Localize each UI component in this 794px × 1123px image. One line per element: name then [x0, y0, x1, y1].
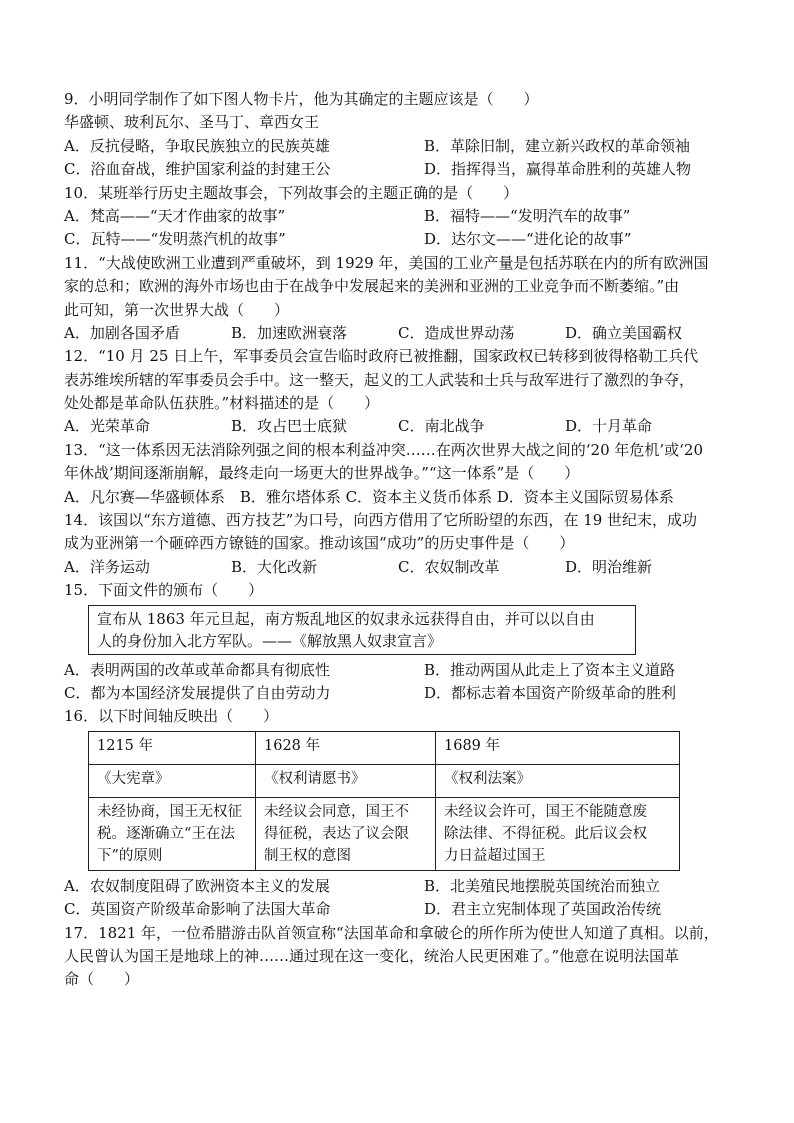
question-9-stem: 9．小明同学制作了如下图人物卡片，他为其确定的主题应该是（ ） — [64, 90, 539, 108]
question-11-line-2: 家的总和；欧洲的海外市场也由于在战争中发展起来的美洲和亚洲的工业竞争而不断萎缩。”由 — [64, 277, 680, 296]
question-11-line-1: 11．“大战使欧洲工业遭到严重破坏，到 1929 年，美国的工业产量是包括苏联在内的所有欧洲国 — [64, 253, 709, 272]
question-13-options: A．凡尔赛—华盛顿体系 B．雅尔塔体系 C．资本主义货币体系 D．资本主义国际贸易体系 — [64, 487, 674, 506]
question-13-line-1: 13．“这一体系因无法消除列强之间的根本利益冲突……在两次世界大战之间的‘20 年危机’或‘20 — [64, 440, 704, 459]
content-line: 未经议会许可，国王不能随意废 — [444, 803, 647, 820]
question-14-line-1: 14．该国以“东方道德、西方技艺”为口号，向西方借用了它所盼望的东西，在 19 世纪末，成功 — [64, 511, 698, 530]
option-b: B．北美殖民地摆脱英国统治而独立 — [424, 876, 661, 895]
question-12-line-2: 表苏维埃所辖的军事委员会手中。这一整天，起义的工人武装和士兵与敌军进行了激烈的争夺， — [64, 370, 695, 389]
doc-cell: 《权利法案》 — [436, 764, 680, 797]
content-line: 得征税，表达了议会限 — [264, 825, 409, 842]
option-c: C．浴血奋战，维护国家利益的封建王公 — [64, 160, 331, 179]
option-c: C．造成世界动荡 — [398, 323, 515, 342]
option-d: D．都标志着本国资产阶级革命的胜利 — [424, 683, 677, 702]
option-b: B．福特——“发明汽车的故事” — [424, 206, 631, 225]
question-10-options-ab — [64, 205, 734, 228]
content-line: 除法律、不得征税。此后议会权 — [444, 825, 647, 842]
timeline-table — [88, 731, 680, 871]
question-9-options-ab — [64, 135, 734, 158]
question-12-line-1: 12．“10 月 25 日上午，军事委员会宣告临时政府已被推翻，国家政权已转移到彼得格勒工兵代 — [64, 347, 699, 366]
year-cell: 1215 年 — [89, 731, 256, 764]
option-c: C．瓦特——“发明蒸汽机的故事” — [64, 230, 286, 249]
question-11-options — [64, 322, 734, 345]
option-d: D．达尔文——“进化论的故事” — [424, 230, 632, 249]
year-cell: 1689 年 — [436, 731, 680, 764]
question-13-line-2: 年休战’期间逐渐崩解，最终走向一场更大的世界战争。”“这一体系”是（ ） — [64, 464, 580, 483]
option-c: C．都为本国经济发展提供了自由劳动力 — [64, 683, 331, 702]
question-16-stem: 16．以下时间轴反映出（ ） — [64, 707, 279, 726]
option-d: D．十月革命 — [565, 417, 653, 436]
option-a: A．加剧各国矛盾 — [64, 323, 180, 342]
content-line: 下”的原则 — [97, 847, 163, 864]
option-b: B．加速欧洲衰落 — [231, 323, 348, 342]
exam-page — [64, 88, 734, 992]
content-cell — [436, 797, 680, 870]
content-cell — [256, 797, 436, 870]
option-a: A．表明两国的改革或革命都具有彻底性 — [64, 660, 330, 679]
question-12-line-3: 处处都是革命队伍获胜。”材料描述的是（ ） — [64, 394, 380, 413]
option-b: B．革除旧制，建立新兴政权的革命领袖 — [424, 136, 691, 155]
option-c: C．南北战争 — [398, 417, 485, 436]
option-d: D．明治维新 — [565, 557, 653, 576]
question-11-line-3: 此可知，第一次世界大战（ ） — [64, 300, 290, 319]
option-a: A．梵高——“天才作曲家的故事” — [64, 206, 286, 225]
question-17-line-3: 命（ ） — [64, 970, 140, 989]
question-10-options-cd — [64, 228, 734, 251]
option-a: A．农奴制度阻碍了欧洲资本主义的发展 — [64, 876, 330, 895]
option-b: B．推动两国从此走上了资本主义道路 — [424, 660, 676, 679]
question-9-options-cd — [64, 158, 734, 181]
option-d: D．君主立宪制体现了英国政治传统 — [424, 900, 662, 919]
question-14-line-2: 成为亚洲第一个砸碎西方镣链的国家。推动该国“成功”的历史事件是（ ） — [64, 534, 575, 553]
question-16-options-ab — [64, 875, 734, 898]
option-c: C．英国资产阶级革命影响了法国大革命 — [64, 900, 331, 919]
content-line: 未经协商，国王无权征 — [97, 803, 242, 820]
option-d: D．确立美国霸权 — [565, 323, 683, 342]
question-12-options — [64, 415, 734, 438]
option-b: B．攻占巴士底狱 — [231, 417, 348, 436]
question-15-options-ab — [64, 659, 734, 682]
year-cell: 1628 年 — [256, 731, 436, 764]
question-17-line-2: 人民曾认为国王是地球上的神……通过现在这一变化，统治人民更困难了。”他意在说明法国革 — [64, 946, 680, 965]
timeline-docs-row — [89, 764, 680, 797]
option-a: A．光荣革命 — [64, 417, 150, 436]
timeline-years-row — [89, 731, 680, 764]
option-d: D．指挥得当，赢得革命胜利的英雄人物 — [424, 160, 692, 179]
content-line: 税。逐渐确立“王在法 — [97, 825, 235, 842]
question-15-quote-box — [88, 605, 636, 655]
option-b: B．大化改新 — [231, 557, 318, 576]
doc-cell: 《大宪章》 — [89, 764, 256, 797]
option-c: C．农奴制改革 — [398, 557, 500, 576]
doc-cell: 《权利请愿书》 — [256, 764, 436, 797]
content-line: 未经议会同意，国王不 — [264, 803, 409, 820]
question-17-line-1: 17．1821 年，一位希腊游击队首领宣称“法国革命和拿破仑的所作所为使世人知道了真相。以前， — [64, 923, 719, 942]
question-15-stem: 15．下面文件的颁布（ ） — [64, 581, 264, 600]
question-10-stem: 10．某班举行历史主题故事会，下列故事会的主题正确的是（ ） — [64, 183, 519, 202]
question-15-options-cd — [64, 682, 734, 705]
content-line: 力日益超过国王 — [444, 847, 546, 864]
option-a: A．洋务运动 — [64, 557, 150, 576]
question-9-card: 华盛顿、玻利瓦尔、圣马丁、章西女王 — [64, 113, 320, 132]
question-14-options — [64, 556, 734, 579]
question-16-options-cd — [64, 898, 734, 921]
option-a: A．反抗侵略，争取民族独立的民族英雄 — [64, 136, 330, 155]
content-cell — [89, 797, 256, 870]
timeline-content-row — [89, 797, 680, 870]
quote-line-2: 人的身份加入北方军队。——《解放黑人奴隶宣言》 — [97, 631, 443, 650]
content-line: 制王权的意图 — [264, 847, 351, 864]
quote-line-1: 宣布从 1863 年元旦起，南方叛乱地区的奴隶永远获得自由，并可以以自由 — [97, 609, 595, 628]
